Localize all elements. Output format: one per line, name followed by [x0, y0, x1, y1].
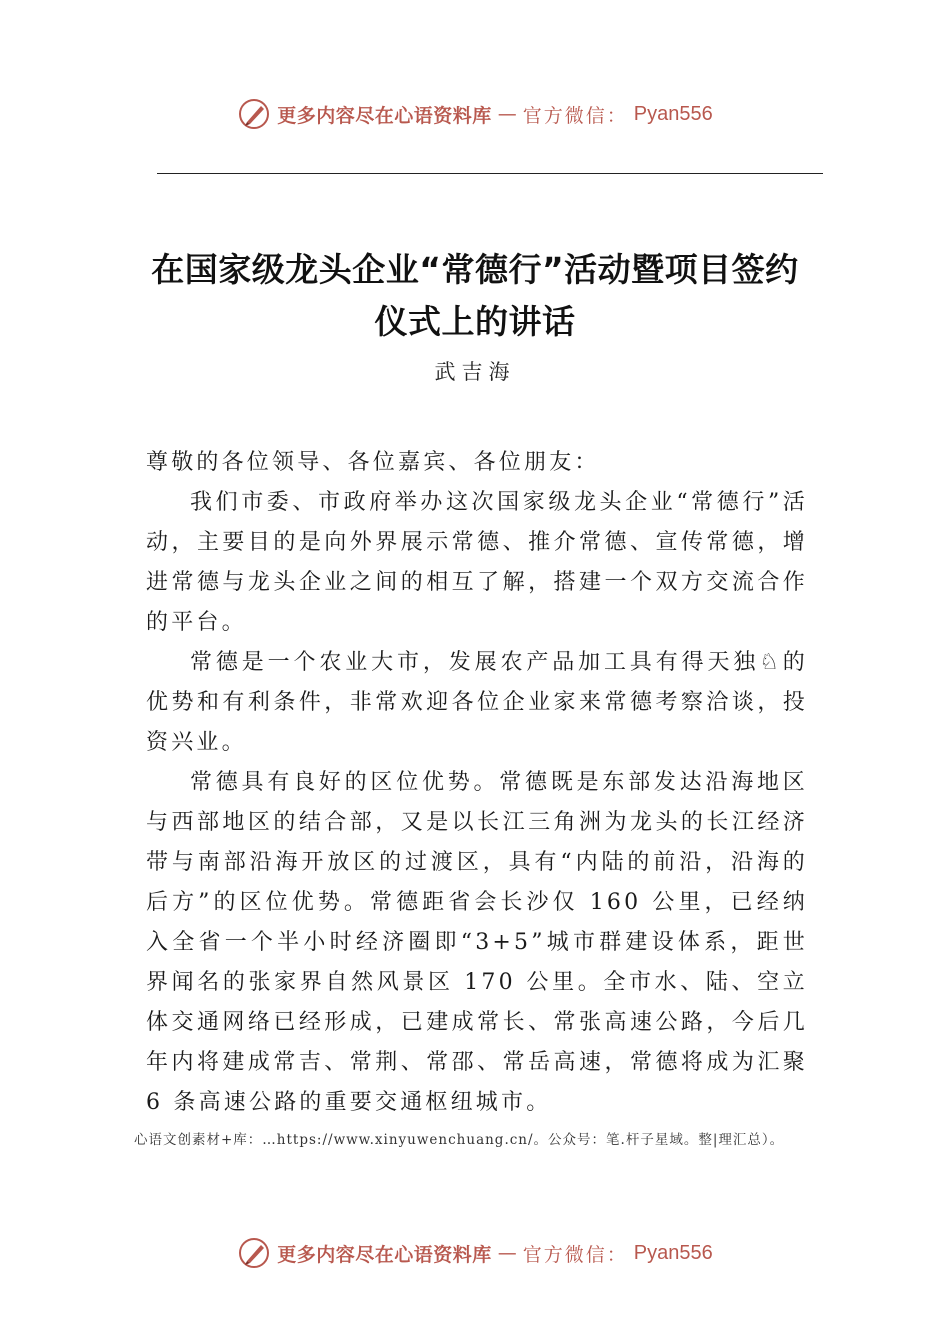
footer-banner: [0, 1233, 950, 1273]
paragraph: 常德是一个农业大市，发展农产品加工具有得天独♘的优势和有利条件，非常欢迎各位企业家来常德考察洽谈，投资兴业。: [146, 650, 808, 755]
header-rule: [157, 173, 823, 174]
banner-separator: —: [497, 1242, 517, 1264]
paragraph: 常德具有良好的区位优势。常德既是东部发达沿海地区与西部地区的结合部，又是以长江三角洲为龙头的长江经济带与南部沿海开放区的过渡区，具有“内陆的前沿，沿海的后方”的区位优势。常德距省会长沙仅 160 公里，已经纳入全省一个半小时经济圈即“3+5”城市群建设体系，距世界闻名的张家界自然风景区 170 公里。全市水、陆、空立体交通网络已经形成，已建成常长、常张高速公路，今后几年内将建成常吉、常荆、常邵、常岳高速，常德将成为汇聚 6 条高速公路的重要交通枢纽城市。: [146, 770, 808, 1115]
banner-wechat-label: 官方微信：: [522, 1243, 628, 1266]
quill-pen-logo: [237, 1236, 271, 1270]
banner-wechat-id: Pyan556: [633, 102, 713, 125]
document-author: 武吉海: [434, 360, 516, 384]
salutation: 尊敬的各位领导、各位嘉宾、各位朋友：: [146, 450, 600, 475]
quill-pen-logo: [237, 97, 271, 131]
paragraph: 我们市委、市政府举办这次国家级龙头企业“常德行”活动，主要目的是向外界展示常德、推介常德、宣传常德，增进常德与龙头企业之间的相互了解，搭建一个双方交流合作的平台。: [146, 490, 808, 635]
document-title: 在国家级龙头企业“常德行”活动暨项目签约仪式上的讲话: [151, 250, 799, 341]
banner-wechat-label: 官方微信：: [522, 104, 628, 127]
banner-site-text: 更多内容尽在心语资料库: [277, 1243, 492, 1266]
banner-wechat-id: Pyan556: [633, 1241, 713, 1264]
source-footnote: 心语文创素材+库：…https://www.xinyuwenchuang.cn/。公众号：笔.杆子星域。整|理汇总）。: [134, 1132, 785, 1148]
document-body: [146, 443, 808, 1123]
banner-separator: —: [497, 103, 517, 125]
banner-site-text: 更多内容尽在心语资料库: [277, 104, 492, 127]
header-banner: [0, 94, 950, 134]
